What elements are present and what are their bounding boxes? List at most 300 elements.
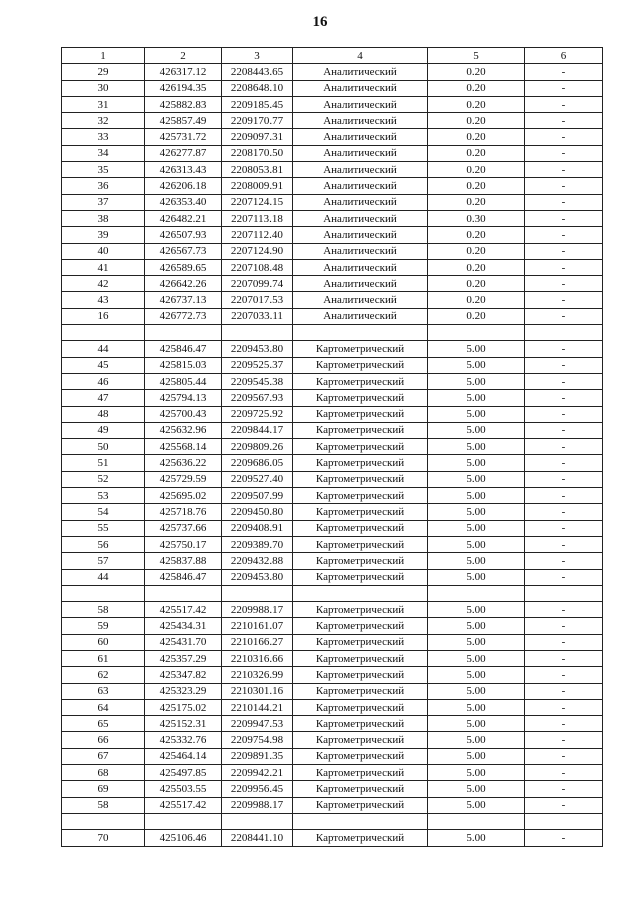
table-cell: 2209507.99 — [222, 488, 293, 504]
table-cell: 425857.49 — [145, 113, 222, 129]
table-cell: 5.00 — [428, 536, 525, 552]
table-cell: 2209170.77 — [222, 113, 293, 129]
table-cell: 5.00 — [428, 422, 525, 438]
table-row — [62, 585, 603, 601]
table-cell: - — [525, 830, 603, 846]
table-cell: Картометрический — [293, 553, 428, 569]
table-cell: Аналитический — [293, 259, 428, 275]
coordinates-table — [61, 47, 603, 847]
table-cell: 426313.43 — [145, 162, 222, 178]
table-cell: 45 — [62, 357, 145, 373]
table-cell: Картометрический — [293, 699, 428, 715]
table-cell: - — [525, 276, 603, 292]
table-cell: 65 — [62, 716, 145, 732]
table-row — [62, 341, 603, 357]
table-cell: 0.20 — [428, 113, 525, 129]
table-cell: 44 — [62, 569, 145, 585]
table-cell: 425815.03 — [145, 357, 222, 373]
table-cell: 425846.47 — [145, 341, 222, 357]
table-cell: 2208648.10 — [222, 80, 293, 96]
table-cell: 0.20 — [428, 292, 525, 308]
table-cell: 2210166.27 — [222, 634, 293, 650]
table-row — [62, 96, 603, 112]
table-cell: 2209809.26 — [222, 439, 293, 455]
table-cell: 5.00 — [428, 650, 525, 666]
table-cell: Картометрический — [293, 781, 428, 797]
table-cell: 2207099.74 — [222, 276, 293, 292]
table-row — [62, 325, 603, 341]
table-row — [62, 797, 603, 813]
table-cell: Картометрический — [293, 748, 428, 764]
table-cell: 0.20 — [428, 162, 525, 178]
table-cell: Аналитический — [293, 292, 428, 308]
table-cell: 425729.59 — [145, 471, 222, 487]
table-cell: Картометрический — [293, 504, 428, 520]
table-cell: 0.20 — [428, 145, 525, 161]
table-cell: 2209389.70 — [222, 536, 293, 552]
table-cell: 426642.26 — [145, 276, 222, 292]
table-row — [62, 683, 603, 699]
header-cell: 3 — [222, 48, 293, 64]
table-cell: - — [525, 748, 603, 764]
table-cell: Картометрический — [293, 683, 428, 699]
table-cell: - — [525, 667, 603, 683]
table-cell: 5.00 — [428, 390, 525, 406]
table-cell: 0.20 — [428, 259, 525, 275]
table-cell: 425794.13 — [145, 390, 222, 406]
table-cell: 2208441.10 — [222, 830, 293, 846]
table-cell: 425805.44 — [145, 373, 222, 389]
table-cell — [222, 585, 293, 601]
table-cell: 54 — [62, 504, 145, 520]
table-cell: 5.00 — [428, 781, 525, 797]
table-header-row — [62, 48, 603, 64]
table-cell: 2209988.17 — [222, 797, 293, 813]
table-row — [62, 781, 603, 797]
table-cell: 5.00 — [428, 732, 525, 748]
table-cell: 2209525.37 — [222, 357, 293, 373]
table-cell — [525, 585, 603, 601]
table-row — [62, 259, 603, 275]
table-cell — [428, 813, 525, 829]
table-cell: 53 — [62, 488, 145, 504]
table-cell: 2209453.80 — [222, 341, 293, 357]
table-cell: 34 — [62, 145, 145, 161]
table-cell: 426482.21 — [145, 210, 222, 226]
header-cell: 1 — [62, 48, 145, 64]
table-cell: - — [525, 699, 603, 715]
table-cell: - — [525, 129, 603, 145]
table-cell: 2209844.17 — [222, 422, 293, 438]
table-cell: 0.30 — [428, 210, 525, 226]
table-cell: 63 — [62, 683, 145, 699]
table-cell: 0.20 — [428, 64, 525, 80]
table-cell: 0.20 — [428, 243, 525, 259]
table-cell: 2208443.65 — [222, 64, 293, 80]
table-cell: - — [525, 292, 603, 308]
table-cell: 5.00 — [428, 602, 525, 618]
table-cell: 2209450.80 — [222, 504, 293, 520]
table-row — [62, 210, 603, 226]
table-cell: 2209185.45 — [222, 96, 293, 112]
table-cell: 5.00 — [428, 341, 525, 357]
table-cell: 425695.02 — [145, 488, 222, 504]
table-cell: Картометрический — [293, 716, 428, 732]
table-cell: Картометрический — [293, 455, 428, 471]
table-cell: 2209988.17 — [222, 602, 293, 618]
table-cell — [428, 325, 525, 341]
table-cell: 5.00 — [428, 471, 525, 487]
table-cell: 2210161.07 — [222, 618, 293, 634]
table-row — [62, 504, 603, 520]
table-cell: 32 — [62, 113, 145, 129]
table-cell: 5.00 — [428, 357, 525, 373]
table-cell: 425434.31 — [145, 618, 222, 634]
table-cell: 52 — [62, 471, 145, 487]
table-cell: Картометрический — [293, 520, 428, 536]
table-row — [62, 813, 603, 829]
table-cell: 0.20 — [428, 308, 525, 324]
table-cell: 70 — [62, 830, 145, 846]
table-cell: 426567.73 — [145, 243, 222, 259]
table-cell: 426589.65 — [145, 259, 222, 275]
table-cell: 2210326.99 — [222, 667, 293, 683]
table-cell: 44 — [62, 341, 145, 357]
table-cell — [293, 813, 428, 829]
table-cell: - — [525, 227, 603, 243]
table-cell: 2209545.38 — [222, 373, 293, 389]
table-row — [62, 276, 603, 292]
table-cell — [428, 585, 525, 601]
table-cell: 425517.42 — [145, 797, 222, 813]
table-row — [62, 227, 603, 243]
table-cell: Картометрический — [293, 536, 428, 552]
table-cell: 426317.12 — [145, 64, 222, 80]
table-cell — [62, 585, 145, 601]
table-cell: 64 — [62, 699, 145, 715]
table-cell: Картометрический — [293, 373, 428, 389]
table-cell: 425497.85 — [145, 765, 222, 781]
table-cell: Картометрический — [293, 341, 428, 357]
table-cell: Картометрический — [293, 439, 428, 455]
table-row — [62, 650, 603, 666]
table-cell: 425175.02 — [145, 699, 222, 715]
table-cell: 2209942.21 — [222, 765, 293, 781]
table-cell: 67 — [62, 748, 145, 764]
table-row — [62, 373, 603, 389]
table-cell — [222, 813, 293, 829]
table-cell: Картометрический — [293, 569, 428, 585]
table-cell: 5.00 — [428, 634, 525, 650]
table-row — [62, 129, 603, 145]
table-cell: Картометрический — [293, 765, 428, 781]
table-cell: Аналитический — [293, 145, 428, 161]
table-cell: 39 — [62, 227, 145, 243]
table-cell: Аналитический — [293, 227, 428, 243]
table-cell: 425568.14 — [145, 439, 222, 455]
table-row — [62, 569, 603, 585]
table-cell: - — [525, 96, 603, 112]
table-cell: 2209408.91 — [222, 520, 293, 536]
table-cell: 425731.72 — [145, 129, 222, 145]
table-row — [62, 520, 603, 536]
table-cell: - — [525, 602, 603, 618]
table-cell: 48 — [62, 406, 145, 422]
table-cell: - — [525, 553, 603, 569]
table-cell: 5.00 — [428, 406, 525, 422]
table-cell: 2209097.31 — [222, 129, 293, 145]
table-cell: - — [525, 422, 603, 438]
table-row — [62, 145, 603, 161]
table-row — [62, 732, 603, 748]
table-cell: 2207112.40 — [222, 227, 293, 243]
table-cell: 2209453.80 — [222, 569, 293, 585]
table-cell: - — [525, 64, 603, 80]
table-cell: 5.00 — [428, 667, 525, 683]
table-cell: - — [525, 194, 603, 210]
table-cell: - — [525, 618, 603, 634]
table-cell: 5.00 — [428, 765, 525, 781]
table-cell: 5.00 — [428, 504, 525, 520]
table-cell: 2209567.93 — [222, 390, 293, 406]
table-cell: 58 — [62, 797, 145, 813]
table-cell: 426206.18 — [145, 178, 222, 194]
table-row — [62, 634, 603, 650]
table-cell: 426194.35 — [145, 80, 222, 96]
table-row — [62, 618, 603, 634]
table-cell: Аналитический — [293, 80, 428, 96]
table-cell: 426507.93 — [145, 227, 222, 243]
table-cell: 2209947.53 — [222, 716, 293, 732]
table-cell: 2207017.53 — [222, 292, 293, 308]
table-cell: - — [525, 210, 603, 226]
table-cell: 31 — [62, 96, 145, 112]
table-body — [62, 64, 603, 846]
table-cell: 5.00 — [428, 488, 525, 504]
table-cell: - — [525, 569, 603, 585]
table-cell: Аналитический — [293, 178, 428, 194]
table-cell: 16 — [62, 308, 145, 324]
header-cell: 5 — [428, 48, 525, 64]
table-cell: 66 — [62, 732, 145, 748]
table-cell: 2209432.88 — [222, 553, 293, 569]
table-cell: 40 — [62, 243, 145, 259]
table-cell: Аналитический — [293, 64, 428, 80]
header-cell: 2 — [145, 48, 222, 64]
table-cell: - — [525, 471, 603, 487]
table-cell: - — [525, 439, 603, 455]
table-cell: Аналитический — [293, 129, 428, 145]
table-cell: Картометрический — [293, 422, 428, 438]
table-cell: - — [525, 406, 603, 422]
table-row — [62, 667, 603, 683]
table-cell: - — [525, 259, 603, 275]
table-cell: - — [525, 373, 603, 389]
table-cell: 425347.82 — [145, 667, 222, 683]
table-cell: Картометрический — [293, 390, 428, 406]
table-cell: 0.20 — [428, 178, 525, 194]
table-cell: 59 — [62, 618, 145, 634]
table-cell: 2209527.40 — [222, 471, 293, 487]
table-cell: 5.00 — [428, 748, 525, 764]
table-row — [62, 830, 603, 846]
table-cell: 2208053.81 — [222, 162, 293, 178]
table-cell — [145, 585, 222, 601]
table-cell: 2209686.05 — [222, 455, 293, 471]
table-cell: 5.00 — [428, 683, 525, 699]
table-cell — [62, 813, 145, 829]
table-row — [62, 748, 603, 764]
table-cell: Картометрический — [293, 488, 428, 504]
table-cell: 426737.13 — [145, 292, 222, 308]
table-cell: Картометрический — [293, 602, 428, 618]
table-cell: 2209725.92 — [222, 406, 293, 422]
table-cell: Картометрический — [293, 667, 428, 683]
table-cell: 5.00 — [428, 439, 525, 455]
table-cell: 58 — [62, 602, 145, 618]
table-cell: 425750.17 — [145, 536, 222, 552]
table-cell: - — [525, 716, 603, 732]
table-cell: 2209754.98 — [222, 732, 293, 748]
table-cell: - — [525, 162, 603, 178]
page-number: 16 — [312, 14, 328, 30]
table-cell: 37 — [62, 194, 145, 210]
table-cell: - — [525, 308, 603, 324]
table-cell — [525, 813, 603, 829]
table-row — [62, 406, 603, 422]
table-row — [62, 765, 603, 781]
table-row — [62, 178, 603, 194]
table-cell: 0.20 — [428, 96, 525, 112]
table-cell: - — [525, 341, 603, 357]
table-cell: 425700.43 — [145, 406, 222, 422]
table-cell: Картометрический — [293, 618, 428, 634]
table-cell: Картометрический — [293, 732, 428, 748]
table-cell: 62 — [62, 667, 145, 683]
table-cell: 69 — [62, 781, 145, 797]
table-row — [62, 488, 603, 504]
table-cell: 425152.31 — [145, 716, 222, 732]
table-cell: 425846.47 — [145, 569, 222, 585]
table-cell: Картометрический — [293, 357, 428, 373]
table-cell: Аналитический — [293, 308, 428, 324]
table-cell: 5.00 — [428, 699, 525, 715]
table-cell: Аналитический — [293, 96, 428, 112]
table-cell: 426277.87 — [145, 145, 222, 161]
table-row — [62, 390, 603, 406]
table-cell: 2209891.35 — [222, 748, 293, 764]
table-cell: 0.20 — [428, 129, 525, 145]
table-cell: 47 — [62, 390, 145, 406]
table-row — [62, 308, 603, 324]
table-row — [62, 602, 603, 618]
table-cell: - — [525, 390, 603, 406]
table-cell — [62, 325, 145, 341]
table-row — [62, 455, 603, 471]
table-cell: - — [525, 536, 603, 552]
table-cell: 425632.96 — [145, 422, 222, 438]
table-cell: 35 — [62, 162, 145, 178]
table-cell: 425464.14 — [145, 748, 222, 764]
table-cell: 55 — [62, 520, 145, 536]
table-cell: 425503.55 — [145, 781, 222, 797]
table-cell: Аналитический — [293, 113, 428, 129]
table-cell: 2209956.45 — [222, 781, 293, 797]
table-cell: - — [525, 113, 603, 129]
table-cell: 5.00 — [428, 716, 525, 732]
table-cell: - — [525, 504, 603, 520]
table-cell: 30 — [62, 80, 145, 96]
table-row — [62, 471, 603, 487]
table-cell: - — [525, 357, 603, 373]
table-cell: 2210301.16 — [222, 683, 293, 699]
table-cell: 5.00 — [428, 830, 525, 846]
table-cell: 425431.70 — [145, 634, 222, 650]
table-row — [62, 699, 603, 715]
table-cell: 425332.76 — [145, 732, 222, 748]
table-cell: - — [525, 455, 603, 471]
table-cell: 36 — [62, 178, 145, 194]
table-row — [62, 64, 603, 80]
table-cell: Картометрический — [293, 406, 428, 422]
table-cell: 0.20 — [428, 194, 525, 210]
table-cell: - — [525, 488, 603, 504]
table-cell: - — [525, 145, 603, 161]
table-cell: Картометрический — [293, 471, 428, 487]
table-cell — [525, 325, 603, 341]
table-cell: 5.00 — [428, 520, 525, 536]
table-cell: 42 — [62, 276, 145, 292]
table-cell: 425882.83 — [145, 96, 222, 112]
table-cell: 5.00 — [428, 618, 525, 634]
table-cell: 2207113.18 — [222, 210, 293, 226]
table-cell: 41 — [62, 259, 145, 275]
table-cell — [145, 325, 222, 341]
table-row — [62, 716, 603, 732]
table-cell: Аналитический — [293, 243, 428, 259]
table-cell: - — [525, 634, 603, 650]
table-cell: 56 — [62, 536, 145, 552]
table-cell: 425106.46 — [145, 830, 222, 846]
table-cell: Аналитический — [293, 162, 428, 178]
table-cell: 2210316.66 — [222, 650, 293, 666]
table-row — [62, 243, 603, 259]
table-cell: - — [525, 781, 603, 797]
table-cell: 426772.73 — [145, 308, 222, 324]
table-cell: 0.20 — [428, 276, 525, 292]
table-cell: - — [525, 520, 603, 536]
table-cell: 2210144.21 — [222, 699, 293, 715]
table-cell: Картометрический — [293, 650, 428, 666]
table-cell: 2207124.15 — [222, 194, 293, 210]
table-cell: - — [525, 797, 603, 813]
table-cell: 46 — [62, 373, 145, 389]
table-cell: - — [525, 732, 603, 748]
table-cell: 425837.88 — [145, 553, 222, 569]
table-cell: 60 — [62, 634, 145, 650]
table-cell: 425737.66 — [145, 520, 222, 536]
header-cell: 6 — [525, 48, 603, 64]
table-row — [62, 80, 603, 96]
table-row — [62, 162, 603, 178]
table-cell: 5.00 — [428, 569, 525, 585]
table-cell: 5.00 — [428, 373, 525, 389]
table-cell: 2208170.50 — [222, 145, 293, 161]
table-cell: 29 — [62, 64, 145, 80]
table-row — [62, 194, 603, 210]
header-cell: 4 — [293, 48, 428, 64]
table-row — [62, 357, 603, 373]
